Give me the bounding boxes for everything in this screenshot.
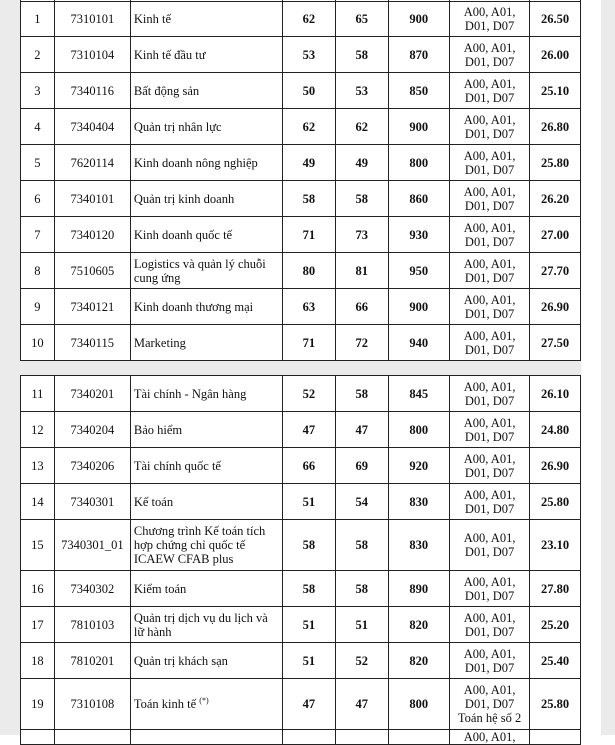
value-col-a: 62 <box>283 2 336 37</box>
table-row <box>21 484 581 520</box>
major-name-text: Kinh tế <box>133 12 172 26</box>
major-name <box>130 679 282 730</box>
page-break-gap <box>20 361 581 375</box>
combination-line: D01, D07 <box>464 588 515 603</box>
major-name-text: Chương trình Kế toán tích hợp chứng chỉ quốc tế ICAEW CFAB plus <box>133 524 266 566</box>
combination-line: A00, A01, <box>463 76 516 91</box>
combination-line: A00, A01, <box>463 328 516 343</box>
value-col-b: 58 <box>335 181 388 217</box>
subject-combinations <box>449 73 529 109</box>
value-col-a: 66 <box>283 448 336 484</box>
major-name-text: Bảo hiểm <box>133 422 183 437</box>
value-col-a: 63 <box>283 289 336 325</box>
admission-score: 27.70 <box>530 253 581 289</box>
major-code: 7810201 <box>54 643 130 679</box>
row-number: 11 <box>21 376 55 412</box>
subject-combinations <box>449 376 529 412</box>
value-col-a: 52 <box>283 376 336 412</box>
table-row <box>21 217 581 253</box>
major-name <box>130 520 282 571</box>
major-name <box>130 109 282 145</box>
major-name-text: Marketing <box>133 335 186 350</box>
combination-line: A00, A01, <box>463 451 516 466</box>
major-code: 7340115 <box>54 325 130 361</box>
admission-score: 23.10 <box>530 520 581 571</box>
subject-combinations <box>449 253 529 289</box>
value-col-c: 830 <box>388 520 449 571</box>
row-number: 19 <box>21 679 55 730</box>
table-row <box>21 448 581 484</box>
subject-combinations <box>449 109 529 145</box>
major-name <box>130 376 282 412</box>
value-col-c: 850 <box>388 73 449 109</box>
value-col-b: 58 <box>335 37 388 73</box>
major-name <box>130 484 282 520</box>
admission-score: 26.20 <box>530 181 581 217</box>
value-col-b: 72 <box>335 325 388 361</box>
subject-combinations <box>449 643 529 679</box>
admission-score: 26.10 <box>530 376 581 412</box>
major-name-text: Kinh tế đầu tư <box>133 47 206 62</box>
major-name-text: Logistics và quản lý chuỗi cung ứng <box>133 256 266 285</box>
admission-score: 26.50 <box>530 2 581 37</box>
major-code: 7340404 <box>54 109 130 145</box>
combination-line: D01, D07 <box>464 342 515 357</box>
admission-score: 27.00 <box>530 217 581 253</box>
table-row <box>21 2 581 37</box>
row-number: 9 <box>21 289 55 325</box>
major-code: 7340116 <box>54 73 130 109</box>
table-row <box>21 145 581 181</box>
major-name <box>130 2 282 37</box>
major-name-text: Kiểm toán <box>133 581 187 596</box>
combination-line: D01, D07 <box>464 697 515 711</box>
table-row-partial <box>21 730 581 745</box>
empty-cell <box>335 730 388 745</box>
value-col-a: 47 <box>283 412 336 448</box>
row-number: 7 <box>21 217 55 253</box>
combination-line: A00, A01, <box>463 379 516 394</box>
combination-line: D01, D07 <box>464 545 515 559</box>
row-number: 6 <box>21 181 55 217</box>
major-name <box>130 253 282 289</box>
value-col-c: 900 <box>388 289 449 325</box>
value-col-c: 870 <box>388 37 449 73</box>
major-code: 7340206 <box>54 448 130 484</box>
subject-combinations <box>449 571 529 607</box>
table-row <box>21 325 581 361</box>
admission-score: 25.80 <box>530 679 581 730</box>
major-name-text: Kinh doanh nông nghiệp <box>133 155 258 170</box>
major-name <box>130 217 282 253</box>
admission-score: 26.90 <box>530 448 581 484</box>
row-number: 8 <box>21 253 55 289</box>
page-left-margin <box>0 0 20 735</box>
value-col-c: 800 <box>388 145 449 181</box>
major-name-text: Toán kinh tế <box>133 697 197 711</box>
major-code: 7340302 <box>54 571 130 607</box>
empty-cell <box>21 730 55 745</box>
combination-line: A00, A01, <box>463 220 516 235</box>
row-number: 18 <box>21 643 55 679</box>
value-col-c: 950 <box>388 253 449 289</box>
major-name-text: Quản trị khách sạn <box>133 653 228 668</box>
combination-line: D01, D07 <box>464 198 515 213</box>
subject-combinations <box>449 145 529 181</box>
major-name-text: Kinh doanh thương mại <box>133 299 254 314</box>
table-row <box>21 73 581 109</box>
value-col-b: 73 <box>335 217 388 253</box>
value-col-a: 80 <box>283 253 336 289</box>
value-col-c: 920 <box>388 448 449 484</box>
major-name-text: Kinh doanh quốc tế <box>133 227 233 242</box>
combination-note: Toán hệ số 2 <box>457 711 522 725</box>
row-number: 13 <box>21 448 55 484</box>
table-row <box>21 109 581 145</box>
combination-line: A00, A01, <box>463 646 516 661</box>
value-col-b: 53 <box>335 73 388 109</box>
value-col-b: 49 <box>335 145 388 181</box>
table-row <box>21 643 581 679</box>
table-row <box>21 376 581 412</box>
value-col-b: 65 <box>335 2 388 37</box>
major-code: 7310108 <box>54 679 130 730</box>
major-code: 7310101 <box>54 2 130 37</box>
admission-score: 25.20 <box>530 607 581 643</box>
major-code: 7340201 <box>54 376 130 412</box>
combination-line: A00, A01, <box>463 292 516 307</box>
major-code: 7340121 <box>54 289 130 325</box>
row-number: 2 <box>21 37 55 73</box>
admission-table-part-2 <box>20 375 581 745</box>
combination-line: A00, A01, <box>463 148 516 163</box>
value-col-a: 58 <box>283 181 336 217</box>
value-col-a: 51 <box>283 607 336 643</box>
value-col-c: 830 <box>388 484 449 520</box>
empty-cell <box>130 730 282 745</box>
combination-line: D01, D07 <box>464 306 515 321</box>
subject-combinations <box>449 520 529 571</box>
combination-line: D01, D07 <box>464 54 515 69</box>
major-name <box>130 289 282 325</box>
combination-line: D01, D07 <box>464 270 515 285</box>
major-name-text: Bất động sản <box>133 83 200 98</box>
combination-line: A00, A01, <box>463 40 516 55</box>
value-col-a: 71 <box>283 217 336 253</box>
major-name-text: Quản trị dịch vụ du lịch và lữ hành <box>133 610 268 639</box>
row-number: 12 <box>21 412 55 448</box>
major-code: 7340204 <box>54 412 130 448</box>
combination-line: A00, A01, <box>463 574 516 589</box>
row-number: 14 <box>21 484 55 520</box>
row-number: 4 <box>21 109 55 145</box>
combination-line-partial: A00, A01, <box>449 730 529 745</box>
admission-score: 24.80 <box>530 412 581 448</box>
admission-score: 27.80 <box>530 571 581 607</box>
major-name <box>130 448 282 484</box>
table-row <box>21 253 581 289</box>
value-col-a: 50 <box>283 73 336 109</box>
value-col-c: 930 <box>388 217 449 253</box>
subject-combinations <box>449 607 529 643</box>
value-col-a: 47 <box>283 679 336 730</box>
page-right-margin <box>601 0 615 735</box>
major-name-text: Tài chính - Ngân hàng <box>133 386 247 401</box>
combination-line: D01, D07 <box>464 624 515 639</box>
subject-combinations <box>449 2 529 37</box>
value-col-b: 58 <box>335 520 388 571</box>
subject-combinations <box>449 412 529 448</box>
value-col-a: 62 <box>283 109 336 145</box>
value-col-a: 51 <box>283 643 336 679</box>
row-number: 16 <box>21 571 55 607</box>
value-col-b: 58 <box>335 376 388 412</box>
major-name-text: Quản trị kinh doanh <box>133 191 235 206</box>
major-code: 7340101 <box>54 181 130 217</box>
value-col-c: 940 <box>388 325 449 361</box>
major-code: 7340301 <box>54 484 130 520</box>
row-number: 17 <box>21 607 55 643</box>
combination-line: D01, D07 <box>464 126 515 141</box>
subject-combinations <box>449 217 529 253</box>
combination-line: D01, D07 <box>464 501 515 516</box>
value-col-b: 47 <box>335 412 388 448</box>
combination-line: D01, D07 <box>464 393 515 408</box>
admission-score: 27.50 <box>530 325 581 361</box>
admission-score: 26.80 <box>530 109 581 145</box>
major-name-text: Tài chính quốc tế <box>133 458 221 473</box>
row-number: 5 <box>21 145 55 181</box>
table-row <box>21 412 581 448</box>
admission-table-part-1 <box>20 0 581 361</box>
value-col-b: 47 <box>335 679 388 730</box>
empty-cell <box>283 730 336 745</box>
empty-cell <box>388 730 449 745</box>
subject-combinations <box>449 289 529 325</box>
major-code: 7340120 <box>54 217 130 253</box>
value-col-c: 800 <box>388 412 449 448</box>
combination-line: D01, D07 <box>464 162 515 177</box>
value-col-a: 49 <box>283 145 336 181</box>
major-name <box>130 73 282 109</box>
value-col-b: 66 <box>335 289 388 325</box>
combination-line: A00, A01, <box>463 5 516 19</box>
admission-score: 25.10 <box>530 73 581 109</box>
major-name <box>130 643 282 679</box>
value-col-b: 51 <box>335 607 388 643</box>
major-name <box>130 571 282 607</box>
value-col-c: 820 <box>388 607 449 643</box>
combination-line: A00, A01, <box>463 184 516 199</box>
value-col-b: 52 <box>335 643 388 679</box>
row-number: 10 <box>21 325 55 361</box>
value-col-b: 54 <box>335 484 388 520</box>
major-code: 7310104 <box>54 37 130 73</box>
subject-combinations <box>449 484 529 520</box>
row-number: 15 <box>21 520 55 571</box>
table-row <box>21 607 581 643</box>
major-name <box>130 181 282 217</box>
table-row <box>21 181 581 217</box>
combination-line: D01, D07 <box>464 234 515 249</box>
combination-line: D01, D07 <box>464 19 515 33</box>
combination-line: A00, A01, <box>463 531 516 545</box>
combination-line: D01, D07 <box>464 465 515 480</box>
row-number: 3 <box>21 73 55 109</box>
combination-line: A00, A01, <box>463 610 516 625</box>
value-col-a: 51 <box>283 484 336 520</box>
value-col-a: 58 <box>283 571 336 607</box>
subject-combinations <box>449 325 529 361</box>
admission-score: 26.90 <box>530 289 581 325</box>
table-row <box>21 571 581 607</box>
combination-line: D01, D07 <box>464 90 515 105</box>
combination-line: A00, A01, <box>463 683 516 697</box>
major-code: 7510605 <box>54 253 130 289</box>
major-code: 7810103 <box>54 607 130 643</box>
admission-score: 25.40 <box>530 643 581 679</box>
admission-score: 26.00 <box>530 37 581 73</box>
value-col-c: 900 <box>388 109 449 145</box>
subject-combinations <box>449 181 529 217</box>
value-col-c: 900 <box>388 2 449 37</box>
table-row <box>21 37 581 73</box>
value-col-c: 800 <box>388 679 449 730</box>
combination-line: D01, D07 <box>464 660 515 675</box>
value-col-b: 81 <box>335 253 388 289</box>
major-name <box>130 325 282 361</box>
major-name <box>130 412 282 448</box>
row-number: 1 <box>21 2 55 37</box>
subject-combinations <box>449 679 529 730</box>
combination-line: A00, A01, <box>463 415 516 430</box>
table-row <box>21 679 581 730</box>
table-row <box>21 520 581 571</box>
combination-line: A00, A01, <box>463 487 516 502</box>
subject-combinations <box>449 448 529 484</box>
major-name-text: Kế toán <box>133 494 174 509</box>
empty-cell <box>54 730 130 745</box>
empty-cell <box>530 730 581 745</box>
major-code: 7340301_01 <box>54 520 130 571</box>
combination-line: D01, D07 <box>464 429 515 444</box>
table-row <box>21 289 581 325</box>
combination-line: A00, A01, <box>463 256 516 271</box>
footnote-marker: (*) <box>199 695 209 705</box>
admission-score: 25.80 <box>530 145 581 181</box>
major-name <box>130 145 282 181</box>
value-col-c: 845 <box>388 376 449 412</box>
major-name <box>130 607 282 643</box>
value-col-b: 62 <box>335 109 388 145</box>
value-col-b: 58 <box>335 571 388 607</box>
value-col-c: 890 <box>388 571 449 607</box>
major-name-text: Quản trị nhân lực <box>133 119 222 134</box>
value-col-a: 53 <box>283 37 336 73</box>
value-col-a: 58 <box>283 520 336 571</box>
admission-score: 25.80 <box>530 484 581 520</box>
major-code: 7620114 <box>54 145 130 181</box>
value-col-c: 860 <box>388 181 449 217</box>
subject-combinations <box>449 37 529 73</box>
value-col-a: 71 <box>283 325 336 361</box>
value-col-c: 820 <box>388 643 449 679</box>
major-name <box>130 37 282 73</box>
combination-line: A00, A01, <box>463 112 516 127</box>
value-col-b: 69 <box>335 448 388 484</box>
